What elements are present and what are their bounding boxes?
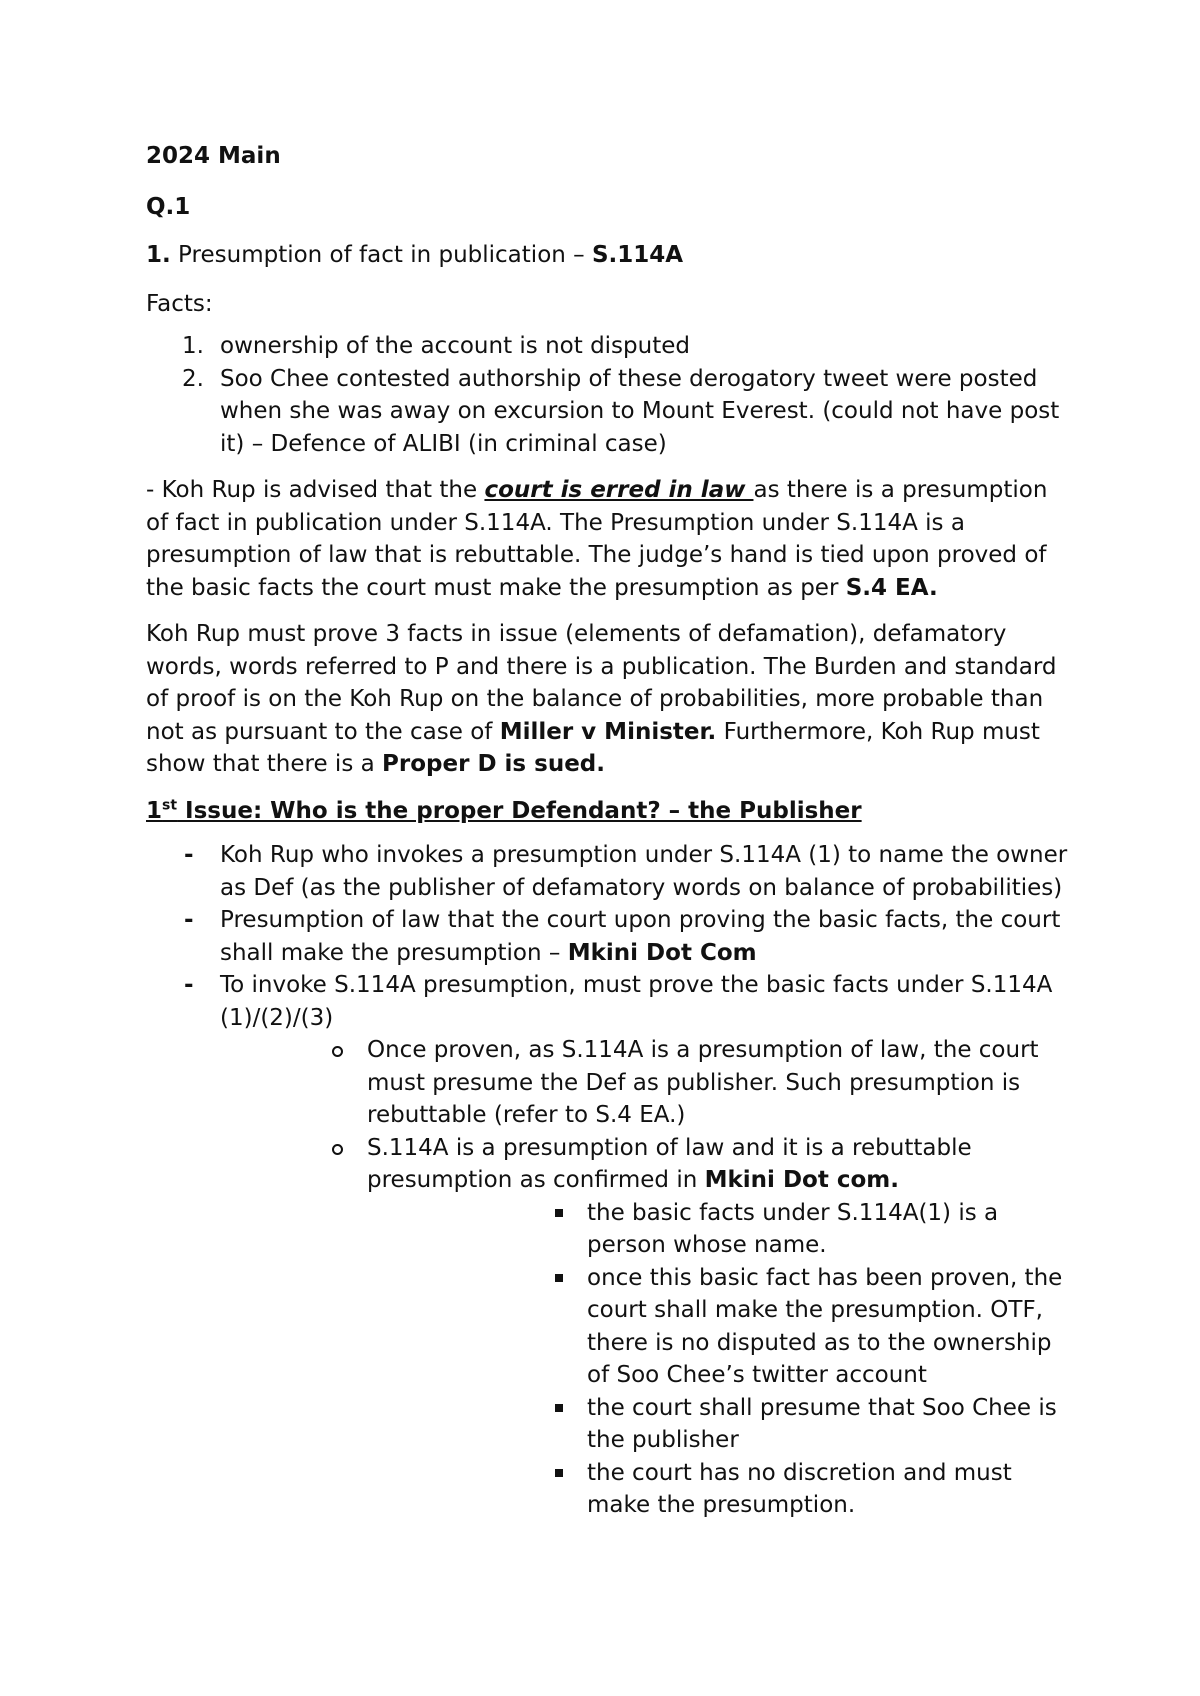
circle-list-item (220, 1034, 1076, 1132)
section-heading (146, 239, 1076, 272)
dash-marker: - (184, 972, 194, 998)
dash-marker: - (184, 907, 194, 933)
circle-list (220, 1034, 1076, 1522)
square-list-item (367, 1262, 1076, 1392)
dash-marker: - (184, 842, 194, 868)
dash-list-item (146, 904, 1076, 969)
document-title: 2024 Main (146, 143, 281, 169)
square-list-item (367, 1197, 1076, 1262)
square-item-text: the court has no discretion and must make the presumption. (587, 1459, 1012, 1518)
square-bullet-icon (555, 1274, 563, 1282)
issue-text: Issue: Who is the proper Defendant? – the Publisher (177, 797, 862, 824)
circle-item-text: Once proven, as S.114A is a presumption of law, the court must presume the Def as publisher. Such presumption is rebuttable (refer to S.4 EA.) (367, 1037, 1039, 1128)
dash-list (146, 839, 1076, 1522)
burden-text-middle: Furthermore, Koh Rup must show that there is a (146, 718, 1040, 777)
facts-list (146, 330, 1076, 460)
square-item-text: once this basic fact has been proven, the court shall make the presumption. OTF, there is no disputed as to the ownership of Soo Chee’s twitter account (587, 1264, 1063, 1388)
dash-list-item (146, 969, 1076, 1522)
square-bullet-icon (555, 1404, 563, 1412)
burden-paragraph (146, 618, 1076, 781)
list-number: 2. (182, 365, 204, 392)
heading-number: 1. (146, 242, 171, 268)
square-list-item (367, 1457, 1076, 1522)
emphasis-court-erred: court is erred in law (484, 477, 754, 503)
case-reference: Miller v Minister. (499, 718, 717, 745)
issue-heading (146, 795, 1076, 828)
square-item-text: the basic facts under S.114A(1) is a person whose name. (587, 1199, 999, 1258)
heading-section: S.114A (591, 242, 684, 268)
list-item (146, 330, 1076, 363)
issue-ordinal: st (162, 796, 178, 813)
dash-item-text: Koh Rup who invokes a presumption under S.114A (1) to name the owner as Def (as the publisher of defamatory words on balance of probabilities) (220, 842, 1068, 901)
circle-bullet-icon (332, 1046, 343, 1057)
advice-text-start: - Koh Rup is advised that the (146, 477, 485, 503)
dash-item-text: Presumption of law that the court upon proving the basic facts, the court shall make the presumption – (220, 907, 1061, 966)
advice-text-middle: as there is a presumption of fact in publication under S.114A. The Presumption under S.114A is a presumption of law that is rebuttable. The judge’s hand is tied upon proved of the basic facts the court must make the presumption as per (146, 477, 1048, 601)
proper-defendant-emphasis: Proper D is sued. (382, 751, 605, 777)
circle-item-text: S.114A is a presumption of law and it is a rebuttable presumption as confirmed in (367, 1134, 972, 1193)
dash-list-item (146, 839, 1076, 904)
list-item-text: ownership of the account is not disputed (220, 333, 690, 359)
heading-text: Presumption of fact in publication – (170, 242, 592, 268)
case-reference: Mkini Dot com. (704, 1167, 899, 1193)
list-item-text: Soo Chee contested authorship of these derogatory tweet were posted when she was away on excursion to Mount Everest. (could not have post it) – Defence of ALIBI (in criminal case) (220, 365, 1060, 457)
list-item (146, 363, 1076, 461)
issue-number: 1 (146, 797, 163, 824)
burden-text-start: Koh Rup must prove 3 facts in issue (elements of defamation), defamatory words, words referred to P and there is a publication. The Burden and standard of proof is on the Koh Rup on the balance of probabilities, more probable than not as pursuant to the case of (146, 621, 1057, 745)
case-reference: Mkini Dot Com (567, 939, 757, 966)
square-bullet-icon (555, 1209, 563, 1217)
square-bullet-icon (555, 1469, 563, 1477)
question-label: Q.1 (146, 193, 191, 220)
list-number: 1. (182, 333, 204, 359)
circle-list-item (220, 1132, 1076, 1522)
advice-paragraph (146, 474, 1076, 604)
facts-label: Facts: (146, 290, 213, 317)
document-page (146, 140, 1076, 1522)
square-list (367, 1197, 1076, 1522)
dash-item-text: To invoke S.114A presumption, must prove the basic facts under S.114A (1)/(2)/(3) (220, 972, 1053, 1031)
circle-bullet-icon (332, 1144, 343, 1155)
statute-reference: S.4 EA. (845, 574, 938, 601)
square-list-item (367, 1392, 1076, 1457)
square-item-text: the court shall presume that Soo Chee is the publisher (587, 1394, 1057, 1453)
